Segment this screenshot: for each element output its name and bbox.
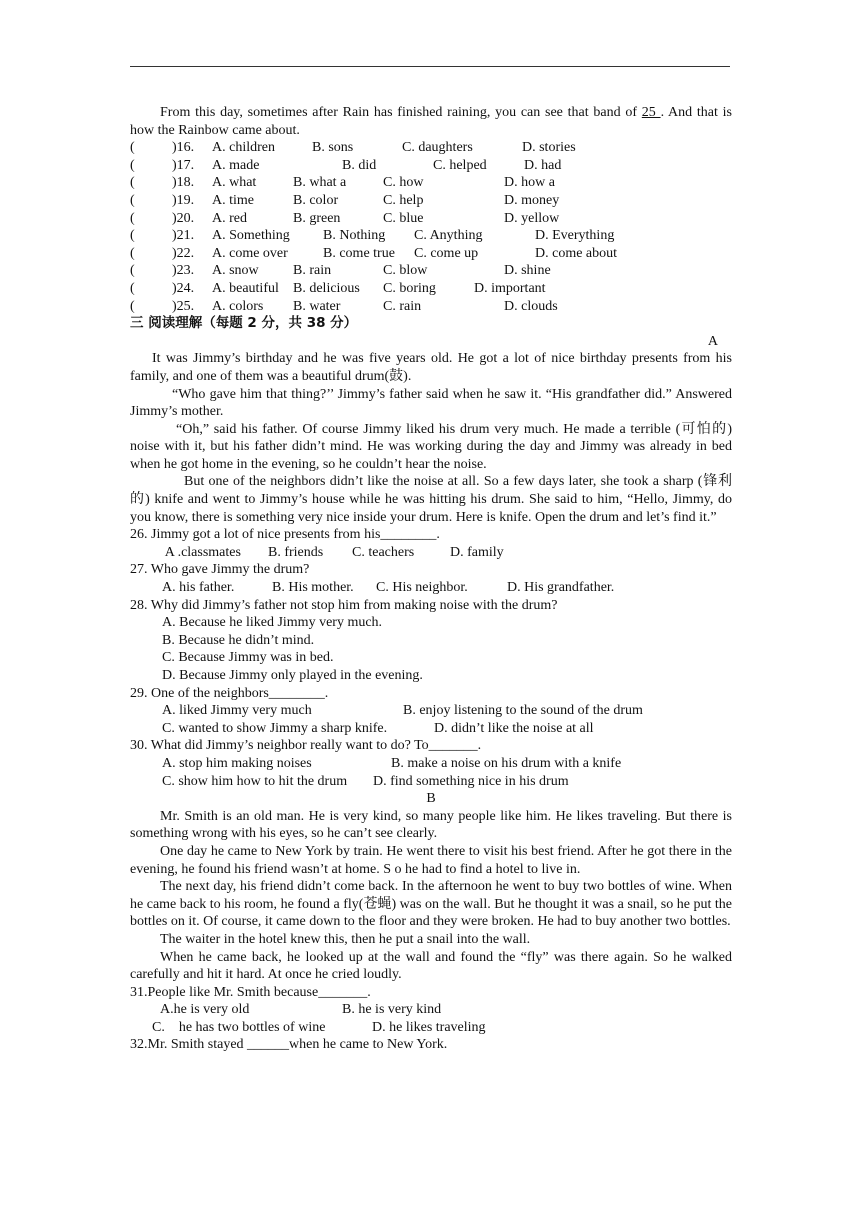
- option-c: C. show him how to hit the drum: [162, 773, 348, 789]
- option-b: B. water: [293, 298, 341, 314]
- option-c: C. teachers: [352, 544, 415, 560]
- option-d: D. clouds: [504, 298, 558, 314]
- option-c: C. rain: [383, 298, 422, 314]
- option-row: [130, 579, 732, 597]
- passage-b-label: B: [426, 791, 436, 807]
- option-b: B. His mother.: [272, 580, 354, 596]
- question-number: )19.: [172, 192, 195, 208]
- option-b: B. delicious: [293, 280, 360, 296]
- option-row: [130, 755, 732, 773]
- option-a: A. made: [212, 157, 260, 173]
- question-number: )17.: [172, 157, 195, 173]
- answer-bracket: (: [130, 245, 135, 261]
- option-c: C. wanted to show Jimmy a sharp knife.: [162, 720, 388, 736]
- question-number: )16.: [172, 140, 195, 156]
- option-row: [130, 1019, 732, 1037]
- option-b: B. Because he didn’t mind.: [162, 632, 315, 648]
- option-d: D. stories: [522, 140, 576, 156]
- option-d: D. yellow: [504, 210, 560, 226]
- passage-a-paragraph: But one of the neighbors didn’t like the noise at all. So a few days later, she took a sharp (锋利的) knife and went to Jimmy’s house while he was hitting his drum. She said to him, “Hello, Jimmy, do you know, there is something very nice inside your drum. Here is knife. Open the drum and let’s find it.”: [130, 474, 732, 525]
- option-b: B. make a noise on his drum with a knife: [391, 755, 622, 771]
- cloze-question: [130, 262, 732, 280]
- option-d: D. how a: [504, 175, 555, 191]
- answer-bracket: (: [130, 298, 135, 314]
- question-stem: 26. Jimmy got a lot of nice presents from his________.: [130, 527, 440, 543]
- option-a: A. what: [212, 175, 257, 191]
- option-a: A. come over: [212, 245, 288, 261]
- option-a: A. stop him making noises: [162, 755, 312, 771]
- passage-b-paragraph: The waiter in the hotel knew this, then he put a snail into the wall.: [160, 931, 531, 947]
- option-d: D. find something nice in his drum: [373, 773, 569, 789]
- passage-a-paragraph: “Who gave him that thing?’’ Jimmy’s father said when he saw it. “His grandfather did.” Answered Jimmy’s mother.: [130, 386, 732, 420]
- option-c: C. daughters: [402, 140, 473, 156]
- answer-bracket: (: [130, 210, 135, 226]
- passage-b-paragraph: One day he came to New York by train. He went there to visit his best friend. After he got there in the evening, he found his friend wasn’t at home. S o he had to find a hotel to live in.: [130, 843, 732, 877]
- answer-bracket: (: [130, 157, 135, 173]
- question-number: )24.: [172, 280, 195, 296]
- cloze-question: [130, 298, 732, 316]
- option-b: B. Nothing: [323, 228, 386, 244]
- question-31: [130, 984, 732, 1037]
- question-30: [130, 737, 732, 790]
- option-d: D. had: [524, 157, 562, 173]
- cloze-question: [130, 227, 732, 245]
- option-row: [130, 544, 732, 562]
- option-a: A. liked Jimmy very much: [162, 703, 312, 719]
- question-26: [130, 526, 732, 561]
- question-27: [130, 561, 732, 596]
- cloze-question: [130, 280, 732, 298]
- option-a: A. Something: [212, 228, 290, 244]
- option-c: C. boring: [383, 280, 436, 296]
- option-c: C. helped: [433, 157, 487, 173]
- option-b: B. color: [293, 192, 339, 208]
- question-32: [130, 1036, 732, 1054]
- answer-bracket: (: [130, 175, 135, 191]
- cloze-question: [130, 192, 732, 210]
- passage-a-label: A: [707, 333, 718, 349]
- option-row: [130, 773, 732, 791]
- answer-bracket: (: [130, 228, 135, 244]
- option-a: A. his father.: [162, 580, 235, 596]
- option-c: C. blue: [383, 210, 424, 226]
- answer-bracket: (: [130, 263, 135, 279]
- option-d: D. Everything: [535, 228, 615, 244]
- option-c: C. Because Jimmy was in bed.: [162, 650, 334, 666]
- option-b: B. friends: [268, 544, 324, 560]
- option-a: A. red: [212, 210, 247, 226]
- option-c: C. help: [383, 192, 424, 208]
- question-stem: 27. Who gave Jimmy the drum?: [130, 562, 310, 578]
- option-row: [130, 1001, 732, 1019]
- passage-b-paragraph: The next day, his friend didn’t come back. In the afternoon he went to buy two bottles of wine. When he came back to his room, he found a fly(苍蝇) was on the wall. But he thought it was a snail, so he put the bottles on it. Of course, it came down to the floor and they were broken. He had to buy another two bottles.: [130, 879, 732, 930]
- cloze-question: [130, 174, 732, 192]
- question-number: )23.: [172, 263, 195, 279]
- option-c: C. how: [383, 175, 424, 191]
- option-b: B. come true: [323, 245, 395, 261]
- option-d: D. His grandfather.: [507, 580, 615, 596]
- cloze-ending-paragraph: [130, 104, 732, 139]
- option-row: [130, 720, 732, 738]
- option-d: D. he likes traveling: [372, 1019, 486, 1035]
- option-a: A. children: [212, 140, 275, 156]
- answer-bracket: (: [130, 280, 135, 296]
- passage-b-paragraph: Mr. Smith is an old man. He is very kind, so many people like him. He likes traveling. But there is something wrong with his eyes, so he can’t see clearly.: [130, 808, 732, 842]
- option-a: A. Because he liked Jimmy very much.: [162, 615, 383, 631]
- question-29: [130, 685, 732, 738]
- question-number: )21.: [172, 228, 195, 244]
- option-b: B. did: [342, 157, 377, 173]
- passage-b-paragraph: When he came back, he looked up at the wall and found the “fly” was there again. So he walked carefully and hit it hard. At once he cried loudly.: [130, 949, 732, 983]
- worksheet-body: [130, 104, 732, 1054]
- option-d: D. come about: [535, 245, 618, 261]
- option-a: A.he is very old: [160, 1002, 250, 1018]
- cloze-question: [130, 210, 732, 228]
- answer-bracket: (: [130, 140, 135, 156]
- cloze-question: [130, 157, 732, 175]
- question-number: )18.: [172, 175, 195, 191]
- option-a: A. time: [212, 192, 254, 208]
- question-stem: 28. Why did Jimmy’s father not stop him from making noise with the drum?: [130, 597, 558, 613]
- option-a: A. snow: [212, 263, 259, 279]
- option-d: D. family: [450, 544, 504, 560]
- intro-text-end: . And that is how the Rainbow came about.: [130, 105, 733, 138]
- question-stem: 29. One of the neighbors________.: [130, 685, 329, 701]
- question-number: )22.: [172, 245, 195, 261]
- cloze-question: [130, 245, 732, 263]
- option-d: D. money: [504, 192, 560, 208]
- section-heading: 三 阅读理解（每题 2 分，共 38 分）: [130, 315, 358, 332]
- question-number: )25.: [172, 298, 195, 314]
- option-b: B. rain: [293, 263, 332, 279]
- option-c: C. Anything: [414, 228, 483, 244]
- option-a: A. colors: [212, 298, 264, 314]
- question-28: [130, 597, 732, 685]
- cloze-question-list: [130, 139, 732, 315]
- option-d: D. important: [474, 280, 546, 296]
- header-rule: [130, 66, 730, 67]
- answer-bracket: (: [130, 192, 135, 208]
- intro-text: From this day, sometimes after Rain has finished raining, you can see that band of: [160, 105, 642, 120]
- option-b: B. he is very kind: [342, 1002, 442, 1018]
- option-d: D. didn’t like the noise at all: [434, 720, 594, 736]
- cloze-question: [130, 139, 732, 157]
- option-a: A. beautiful: [212, 280, 279, 296]
- option-d: D. shine: [504, 263, 551, 279]
- option-c: C. blow: [383, 263, 428, 279]
- passage-a-paragraph: It was Jimmy’s birthday and he was five years old. He got a lot of nice birthday presents from his family, and one of them was a beautiful drum(鼓).: [130, 351, 732, 384]
- option-b: B. green: [293, 210, 341, 226]
- option-d: D. Because Jimmy only played in the evening.: [162, 668, 423, 683]
- option-row: [130, 702, 732, 720]
- question-stem: 32.Mr. Smith stayed ______when he came to New York.: [130, 1037, 448, 1053]
- question-stem: 30. What did Jimmy’s neighbor really want to do? To_______.: [130, 738, 482, 754]
- question-number: )20.: [172, 210, 195, 226]
- blank-25: 25: [641, 105, 661, 120]
- option-c: C. he has two bottles of wine: [152, 1019, 326, 1035]
- option-b: B. what a: [293, 175, 347, 191]
- option-b: B. enjoy listening to the sound of the drum: [403, 703, 643, 719]
- question-stem: 31.People like Mr. Smith because_______.: [130, 984, 371, 1000]
- option-c: C. His neighbor.: [376, 580, 468, 596]
- passage-a-paragraph: “Oh,” said his father. Of course Jimmy liked his drum very much. He made a terrible (可怕的) noise with it, but his father didn’t mind. He was working during the day and Jimmy was already in bed when he got home in the evening, so he couldn’t hear the noise.: [130, 421, 732, 472]
- option-a: A .classmates: [162, 544, 241, 560]
- option-c: C. come up: [414, 245, 479, 261]
- option-b: B. sons: [312, 140, 354, 156]
